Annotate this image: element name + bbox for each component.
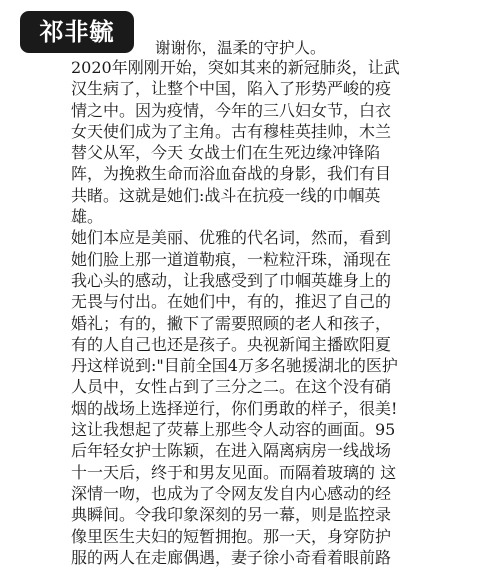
text-line: 丹这样说到:"目前全国4万多名驰援湖北的医护 [71,356,398,376]
text-line: 情之中。因为疫情，今年的三八妇女节，白衣 [71,100,392,120]
text-line: 深情一吻，也成为了令网友发自内心感动的经 [71,483,392,503]
text-line: 无畏与付出。在她们中，有的，推迟了自己的 [71,292,392,312]
text-line: 婚礼；有的，撇下了需要照顾的老人和孩子， [71,313,392,333]
text-line: 女天使们成为了主角。古有穆桂英挂帅，木兰 [71,121,392,141]
text-line: 服的两人在走廊偶遇，妻子徐小奇看着眼前路 [71,547,392,567]
text-line: 她们本应是美丽、优雅的代名词，然而，看到 [71,228,392,248]
text-line: 替父从军，今天 女战士们在生死边缘冲锋陷 [71,143,381,163]
text-line: 汉生病了，让整个中国，陷入了形势严峻的疫 [71,79,392,99]
text-line: 有的人自己也还是孩子。央视新闻主播欧阳夏 [71,334,392,354]
text-line: 十一天后，终于和男友见面。而隔着玻璃的 这 [71,462,397,482]
text-line: 共睹。这就是她们:战斗在抗疫一线的巾帼英 [71,185,381,205]
document-title: 谢谢你，温柔的守护人。 [155,39,326,57]
text-line: 人员中，女性占到了三分之二。在这个没有硝 [71,377,392,397]
text-line: 我心头的感动，让我感受到了巾帼英雄身上的 [71,270,392,290]
text-line: 典瞬间。令我印象深刻的另一幕，则是监控录 [71,505,392,525]
text-line: 这让我想起了荧幕上那些令人动容的画面。95 [71,420,396,440]
text-line: 2020年刚刚开始，突如其来的新冠肺炎，让武 [71,58,400,77]
author-name-badge: 祁非毓 [20,11,134,53]
text-line: 像里医生夫妇的短暂拥抱。那一天，身穿防护 [71,526,392,546]
text-line: 后年轻女护士陈颖，在进入隔离病房一线战场 [71,441,392,461]
text-line: 阵，为挽救生命而浴血奋战的身影，我们有目 [71,164,392,184]
text-line: 烟的战场上选择逆行，你们勇敢的样子，很美! [71,398,398,418]
text-line: 雄。 [71,207,104,227]
body-text [71,57,419,568]
text-line: 她们脸上那一道道勒痕，一粒粒汗珠，涌现在 [71,249,392,269]
